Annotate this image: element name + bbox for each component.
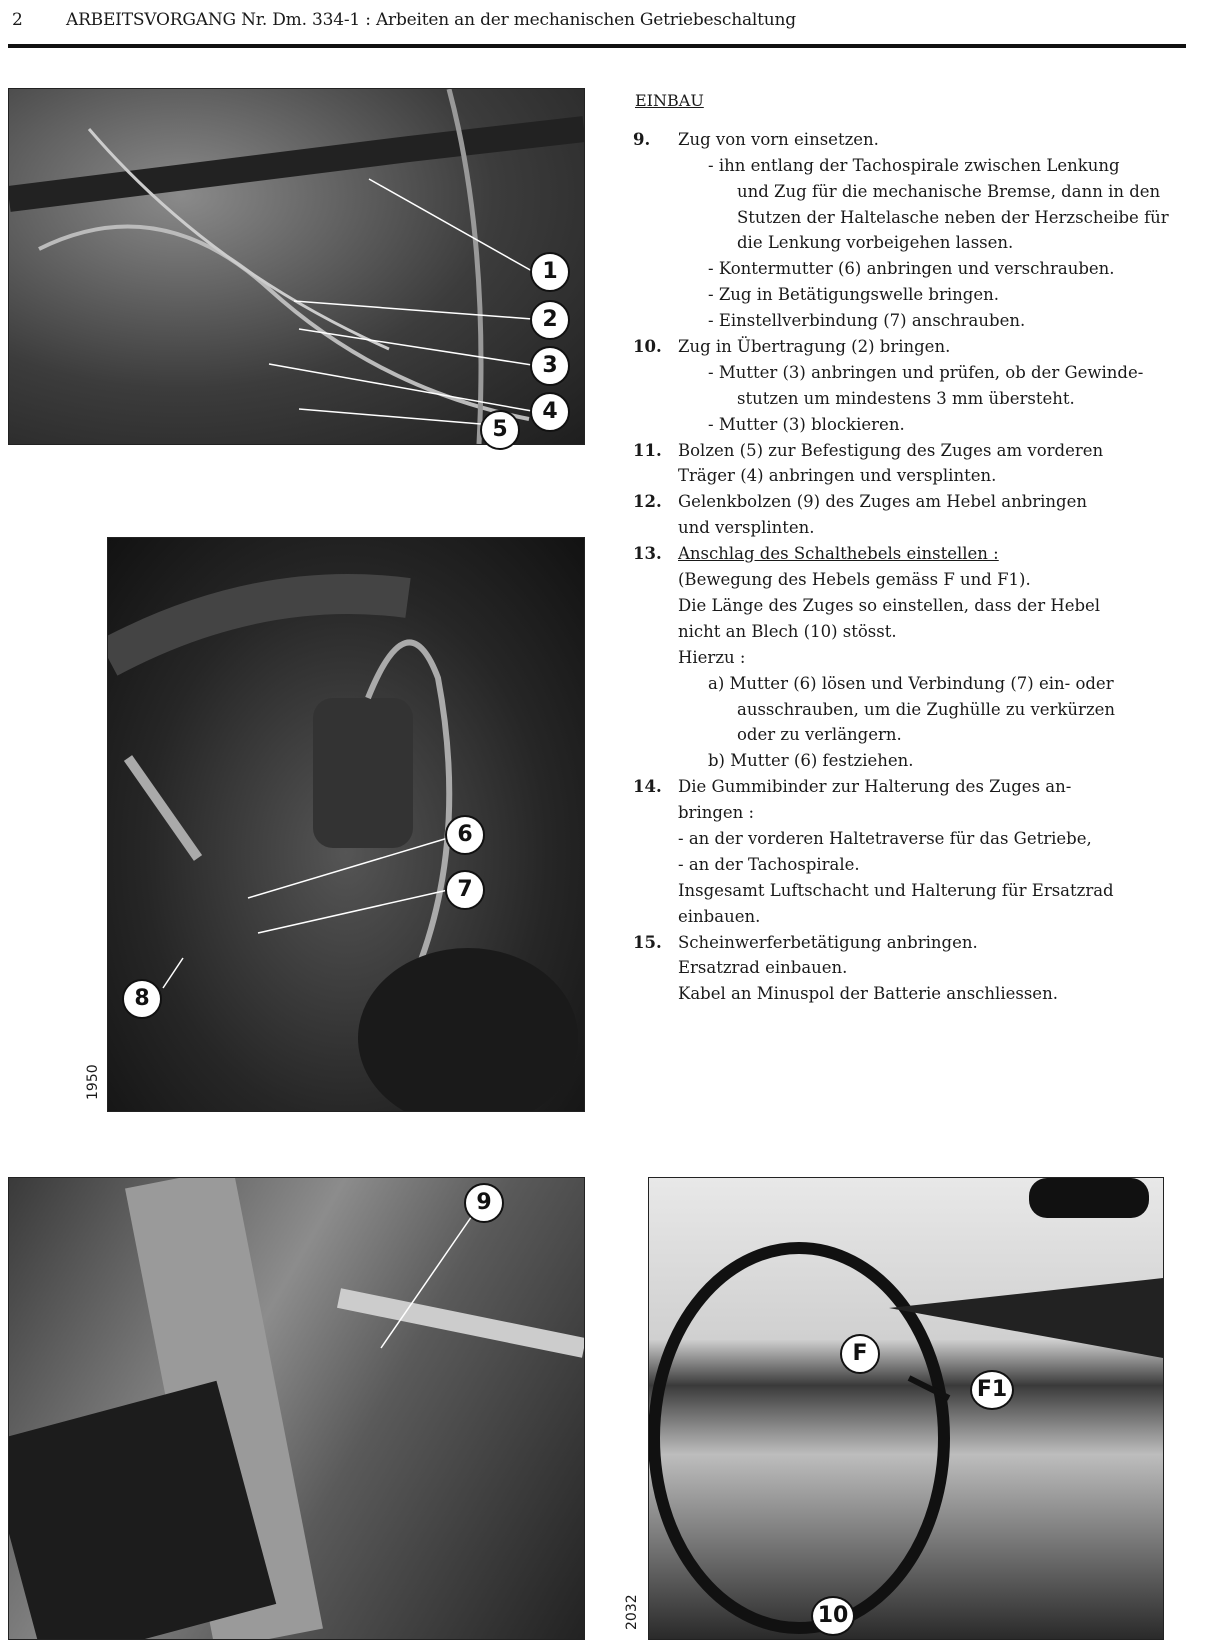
- step-text: Stutzen der Haltelasche neben der Herzscheibe für: [737, 207, 1169, 227]
- step-text: a) Mutter (6) lösen und Verbindung (7) ein- oder: [708, 673, 1114, 693]
- step-text: - Zug in Betätigungswelle bringen.: [708, 285, 999, 305]
- photo-cable-adjuster: [107, 537, 585, 1112]
- instruction-line: [633, 230, 1193, 256]
- instruction-line: [633, 878, 1193, 904]
- instruction-line: [633, 282, 1193, 308]
- callout-7: 7: [445, 870, 485, 910]
- callout-5: 5: [480, 410, 520, 450]
- callout-F: F: [840, 1334, 880, 1374]
- instruction-line: [633, 127, 1193, 153]
- instruction-line: [633, 671, 1193, 697]
- callout-F1: F1: [970, 1370, 1014, 1410]
- instruction-line: [633, 826, 1193, 852]
- step-text: oder zu verlängern.: [737, 725, 902, 745]
- instruction-line: [633, 955, 1193, 981]
- instruction-line: [633, 930, 1193, 956]
- instruction-line: [633, 541, 1193, 567]
- step-text: stutzen um mindestens 3 mm übersteht.: [737, 388, 1075, 408]
- step-text: Ersatzrad einbauen.: [678, 958, 848, 978]
- instruction-line: [633, 205, 1193, 231]
- callout-9: 9: [464, 1183, 504, 1223]
- step-text: - Mutter (3) blockieren.: [708, 414, 905, 434]
- instruction-line: [633, 981, 1193, 1007]
- photo-engine-cable: [8, 88, 585, 445]
- instruction-line: [633, 800, 1193, 826]
- step-text: Hierzu :: [678, 647, 746, 667]
- page-header: [12, 10, 796, 30]
- header-title: ARBEITSVORGANG Nr. Dm. 334-1 : Arbeiten an der mechanischen Getriebeschaltung: [66, 10, 796, 30]
- step-text: Zug von vorn einsetzen.: [678, 129, 879, 149]
- instruction-line: [633, 153, 1193, 179]
- photo-dashboard-lever: [648, 1177, 1164, 1640]
- step-text: Die Gummibinder zur Halterung des Zuges an-: [678, 777, 1072, 797]
- callout-6: 6: [445, 815, 485, 855]
- instruction-line: [633, 904, 1193, 930]
- instruction-line: [633, 463, 1193, 489]
- callout-1: 1: [530, 252, 570, 292]
- step-text: - Mutter (3) anbringen und prüfen, ob der Gewinde-: [708, 362, 1144, 382]
- instruction-line: [633, 774, 1193, 800]
- step-text: Anschlag des Schalthebels einstellen :: [678, 544, 999, 564]
- step-number: 12.: [633, 492, 662, 512]
- page-number: 2: [12, 10, 23, 30]
- figure-number: 2032: [624, 1594, 640, 1630]
- step-text: b) Mutter (6) festziehen.: [708, 751, 914, 771]
- callout-10: 10: [811, 1596, 855, 1636]
- instruction-line: [633, 593, 1193, 619]
- instruction-line: [633, 308, 1193, 334]
- instruction-line: [633, 722, 1193, 748]
- step-text: - an der vorderen Haltetraverse für das Getriebe,: [678, 828, 1092, 848]
- instruction-line: [633, 645, 1193, 671]
- instruction-line: [633, 256, 1193, 282]
- step-text: - ihn entlang der Tachospirale zwischen Lenkung: [708, 155, 1120, 175]
- instruction-line: [633, 619, 1193, 645]
- header-rule: [8, 44, 1186, 48]
- step-text: - an der Tachospirale.: [678, 854, 860, 874]
- step-number: 14.: [633, 777, 662, 797]
- step-number: 10.: [633, 337, 662, 357]
- step-text: Träger (4) anbringen und versplinten.: [678, 466, 997, 486]
- instruction-line: [633, 438, 1193, 464]
- instructions: [633, 88, 1193, 1007]
- callout-8: 8: [122, 979, 162, 1019]
- step-text: die Lenkung vorbeigehen lassen.: [737, 233, 1014, 253]
- step-text: und Zug für die mechanische Bremse, dann in den: [737, 181, 1161, 201]
- step-number: 9.: [633, 129, 651, 149]
- step-text: Kabel an Minuspol der Batterie anschliessen.: [678, 984, 1058, 1004]
- callout-2: 2: [530, 300, 570, 340]
- instruction-line: [633, 360, 1193, 386]
- instruction-line: [633, 386, 1193, 412]
- step-text: - Einstellverbindung (7) anschrauben.: [708, 311, 1026, 331]
- instruction-line: [633, 489, 1193, 515]
- callout-3: 3: [530, 346, 570, 386]
- instruction-line: [633, 852, 1193, 878]
- step-text: Die Länge des Zuges so einstellen, dass der Hebel: [678, 595, 1101, 615]
- step-number: 13.: [633, 544, 662, 564]
- instruction-line: [633, 412, 1193, 438]
- step-text: Zug in Übertragung (2) bringen.: [678, 337, 951, 357]
- section-title: EINBAU: [635, 91, 704, 110]
- step-text: einbauen.: [678, 906, 761, 926]
- step-text: - Kontermutter (6) anbringen und verschrauben.: [708, 259, 1115, 279]
- step-text: und versplinten.: [678, 518, 815, 538]
- instruction-line: [633, 179, 1193, 205]
- instruction-lines: [633, 127, 1193, 1007]
- step-number: 11.: [633, 440, 662, 460]
- instruction-line: [633, 567, 1193, 593]
- callout-4: 4: [530, 392, 570, 432]
- instruction-line: [633, 748, 1193, 774]
- step-number: 15.: [633, 932, 662, 952]
- step-text: (Bewegung des Hebels gemäss F und F1).: [678, 570, 1031, 590]
- step-text: Gelenkbolzen (9) des Zuges am Hebel anbringen: [678, 492, 1088, 512]
- step-text: ausschrauben, um die Zughülle zu verkürzen: [737, 699, 1116, 719]
- instruction-line: [633, 334, 1193, 360]
- step-text: nicht an Blech (10) stösst.: [678, 621, 897, 641]
- step-text: Insgesamt Luftschacht und Halterung für Ersatzrad: [678, 880, 1114, 900]
- photo-lever-joint: [8, 1177, 585, 1640]
- step-text: bringen :: [678, 803, 755, 823]
- step-text: Bolzen (5) zur Befestigung des Zuges am vorderen: [678, 440, 1104, 460]
- step-text: Scheinwerferbetätigung anbringen.: [678, 932, 978, 952]
- instruction-line: [633, 515, 1193, 541]
- instruction-line: [633, 697, 1193, 723]
- figure-number: 1950: [85, 1064, 101, 1100]
